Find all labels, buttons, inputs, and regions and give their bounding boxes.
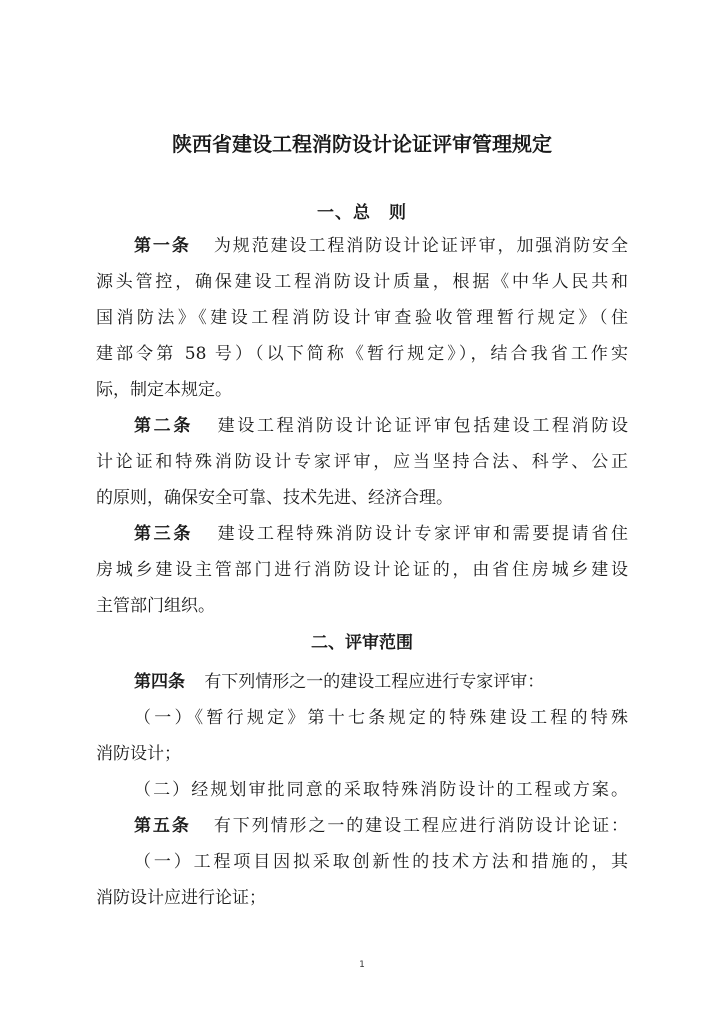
article-2-line-2: 计论证和特殊消防设计专家评审，应当坚持合法、科学、公正 xyxy=(96,452,628,472)
article-3-line-1: 第三条 建设工程特殊消防设计专家评审和需要提请省住 xyxy=(134,524,628,544)
article-4-line-1: 第四条 有下列情形之一的建设工程应进行专家评审： xyxy=(134,672,545,692)
article-4-item-1-line-1: （一）《暂行规定》第十七条规定的特殊建设工程的特殊 xyxy=(134,708,628,728)
article-5-item-1-line-1: （一）工程项目因拟采取创新性的技术方法和措施的，其 xyxy=(134,852,628,872)
article-1-line-1: 第一条 为规范建设工程消防设计论证评审，加强消防安全 xyxy=(134,236,628,256)
article-2-line-3: 的原则，确保安全可靠、技术先进、经济合理。 xyxy=(96,488,453,508)
article-4-label: 第四条 xyxy=(134,672,185,692)
document-title: 陕西省建设工程消防设计论证评审管理规定 xyxy=(172,132,552,156)
article-1-line-5: 际，制定本规定。 xyxy=(96,380,232,400)
section-heading-review-scope: 二、评审范围 xyxy=(311,633,413,653)
article-3-line-2: 房城乡建设主管部门进行消防设计论证的，由省住房城乡建设 xyxy=(96,560,628,580)
article-4-item-2-line-1: （二）经规划审批同意的采取特殊消防设计的工程或方案。 xyxy=(134,780,628,800)
article-5-item-1-line-2: 消防设计应进行论证； xyxy=(96,888,266,908)
section-heading-general: 一、总 则 xyxy=(317,203,407,223)
article-5-line-1: 第五条 有下列情形之一的建设工程应进行消防设计论证： xyxy=(134,816,628,836)
article-3-label: 第三条 xyxy=(134,524,194,544)
article-2-line-1: 第二条 建设工程消防设计论证评审包括建设工程消防设 xyxy=(134,416,628,436)
article-5-label: 第五条 xyxy=(134,816,191,836)
article-3-line-3: 主管部门组织。 xyxy=(96,596,215,616)
article-2-label: 第二条 xyxy=(134,416,194,436)
article-1-line-3: 国消防法》《建设工程消防设计审查验收管理暂行规定》（住 xyxy=(96,308,628,328)
article-1-line-2: 源头管控，确保建设工程消防设计质量，根据《中华人民共和 xyxy=(96,272,628,292)
article-1-label: 第一条 xyxy=(134,236,191,256)
article-1-line-4: 建部令第 58 号）（以下简称《暂行规定》），结合我省工作实 xyxy=(96,344,628,364)
article-4-item-1-line-2: 消防设计； xyxy=(96,744,181,764)
page-number: 1 xyxy=(359,960,365,970)
